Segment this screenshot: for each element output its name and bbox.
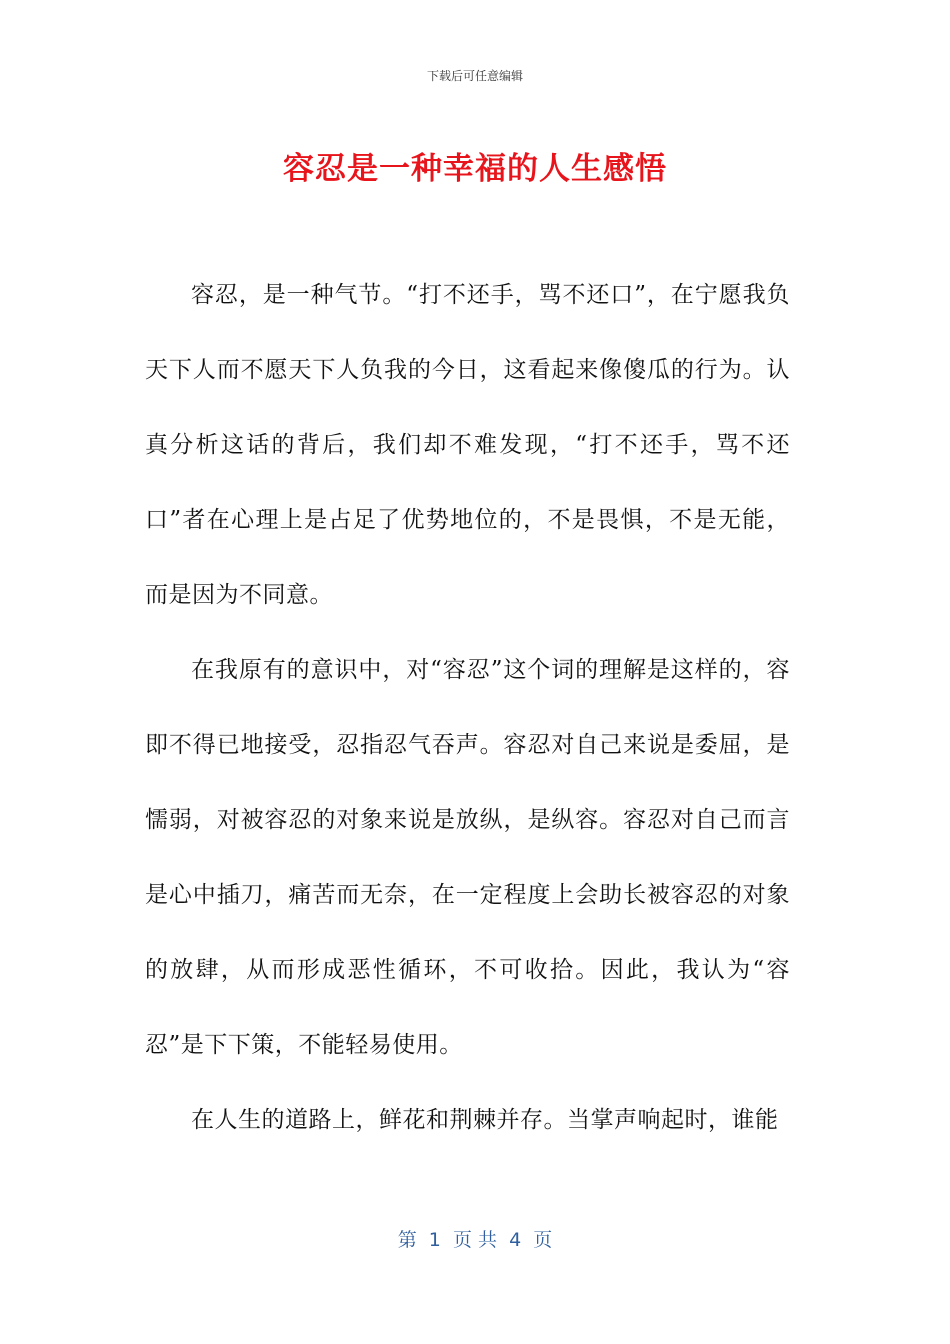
paragraph-2: 在我原有的意识中，对“容忍”这个词的理解是这样的，容即不得已地接受，忍指忍气吞声。容忍对自己来说是委屈，是懦弱，对被容忍的对象来说是放纵，是纵容。容忍对自己而言是心中插刀，痛苦而无奈，在一定程度上会助长被容忍的对象的放肆，从而形成恶性循环，不可收拾。因此，我认为“容忍”是下下策，不能轻易使用。: [145, 657, 790, 1058]
paragraph-3: 在人生的道路上，鲜花和荆棘并存。当掌声响起时，谁能: [191, 1107, 779, 1133]
page-title: 容忍是一种幸福的人生感悟: [283, 151, 667, 187]
document-body: [145, 258, 790, 1158]
header-note: 下载后可任意编辑: [426, 69, 523, 83]
page-number-footer: 第 1 页 共 4 页: [397, 1229, 553, 1251]
paragraph-1: 容忍，是一种气节。“打不还手，骂不还口”，在宁愿我负天下人而不愿天下人负我的今日，这看起来像傻瓜的行为。认真分析这话的背后，我们却不难发现，“打不还手，骂不还口”者在心理上是占足了优势地位的，不是畏惧，不是无能，而是因为不同意。: [145, 282, 790, 608]
